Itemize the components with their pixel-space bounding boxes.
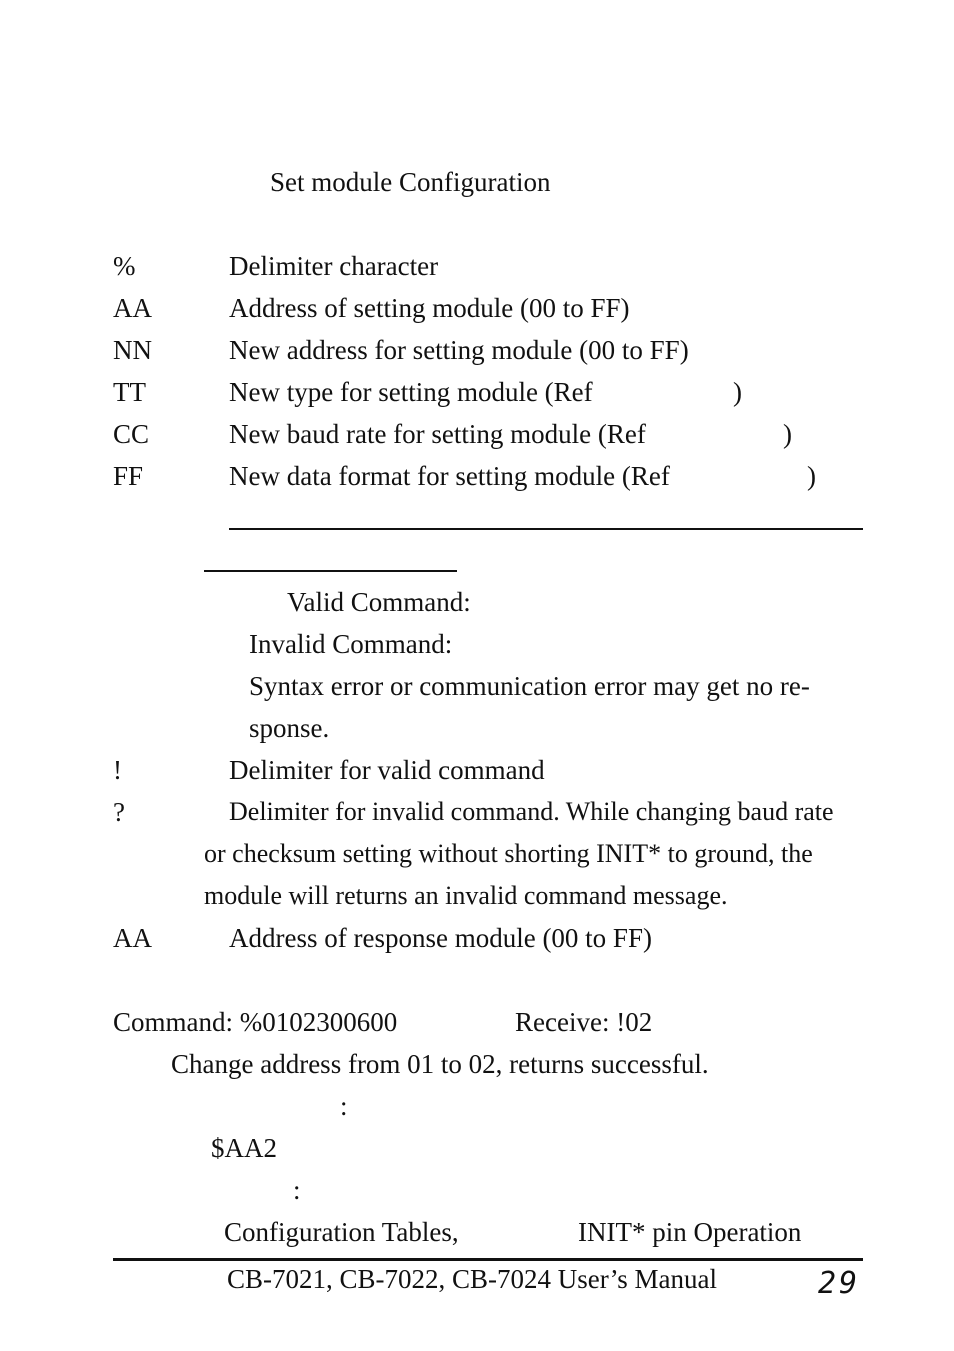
related-command-colon: :: [340, 1091, 348, 1121]
syntax-code: AA: [113, 293, 152, 323]
syntax-desc: New baud rate for setting module (Ref: [229, 419, 646, 449]
related-topic: INIT* pin Operation: [578, 1217, 802, 1247]
delimiter-desc: module will returns an invalid command message.: [204, 881, 728, 910]
delimiter-desc: Delimiter for valid command: [229, 755, 545, 785]
response-note: Syntax error or communication error may get no re-: [249, 671, 810, 701]
related-command: $AA2: [211, 1133, 277, 1163]
delimiter-desc: Address of response module (00 to FF): [229, 923, 652, 953]
section-heading: Set module Configuration: [270, 167, 551, 197]
delimiter-code: ?: [113, 797, 125, 827]
related-topic-colon: :: [293, 1175, 301, 1205]
syntax-desc: Address of setting module (00 to FF): [229, 293, 630, 323]
command-format-rule: [229, 528, 863, 530]
footer-rule: [113, 1258, 863, 1261]
syntax-code: NN: [113, 335, 152, 365]
response-format-rule: [204, 570, 457, 572]
valid-command-label: Valid Command:: [287, 587, 471, 617]
related-topic: Configuration Tables,: [224, 1217, 459, 1247]
footer-manual-title: CB-7021, CB-7022, CB-7024 User’s Manual: [227, 1264, 717, 1294]
response-note: sponse.: [249, 713, 330, 743]
syntax-desc: New address for setting module (00 to FF): [229, 335, 689, 365]
syntax-code: CC: [113, 419, 150, 449]
example-note: Change address from 01 to 02, returns successful.: [171, 1049, 709, 1079]
syntax-close-paren: ): [733, 377, 742, 407]
example-command: Command: %0102300600: [113, 1007, 398, 1037]
syntax-close-paren: ): [807, 461, 816, 491]
example-receive: Receive: !02: [515, 1007, 653, 1037]
syntax-desc: New type for setting module (Ref: [229, 377, 593, 407]
delimiter-code: AA: [113, 923, 152, 953]
delimiter-desc: or checksum setting without shorting INIT* to ground, the: [204, 839, 813, 868]
delimiter-desc: Delimiter for invalid command. While changing baud rate: [229, 797, 834, 826]
syntax-desc: New data format for setting module (Ref: [229, 461, 670, 491]
invalid-command-label: Invalid Command:: [249, 629, 453, 659]
syntax-code: TT: [113, 377, 146, 407]
delimiter-code: !: [113, 755, 122, 785]
page-number: 29: [818, 1266, 861, 1301]
syntax-close-paren: ): [783, 419, 792, 449]
syntax-desc: Delimiter character: [229, 251, 439, 281]
syntax-code: FF: [113, 461, 144, 491]
syntax-code: %: [113, 251, 136, 281]
